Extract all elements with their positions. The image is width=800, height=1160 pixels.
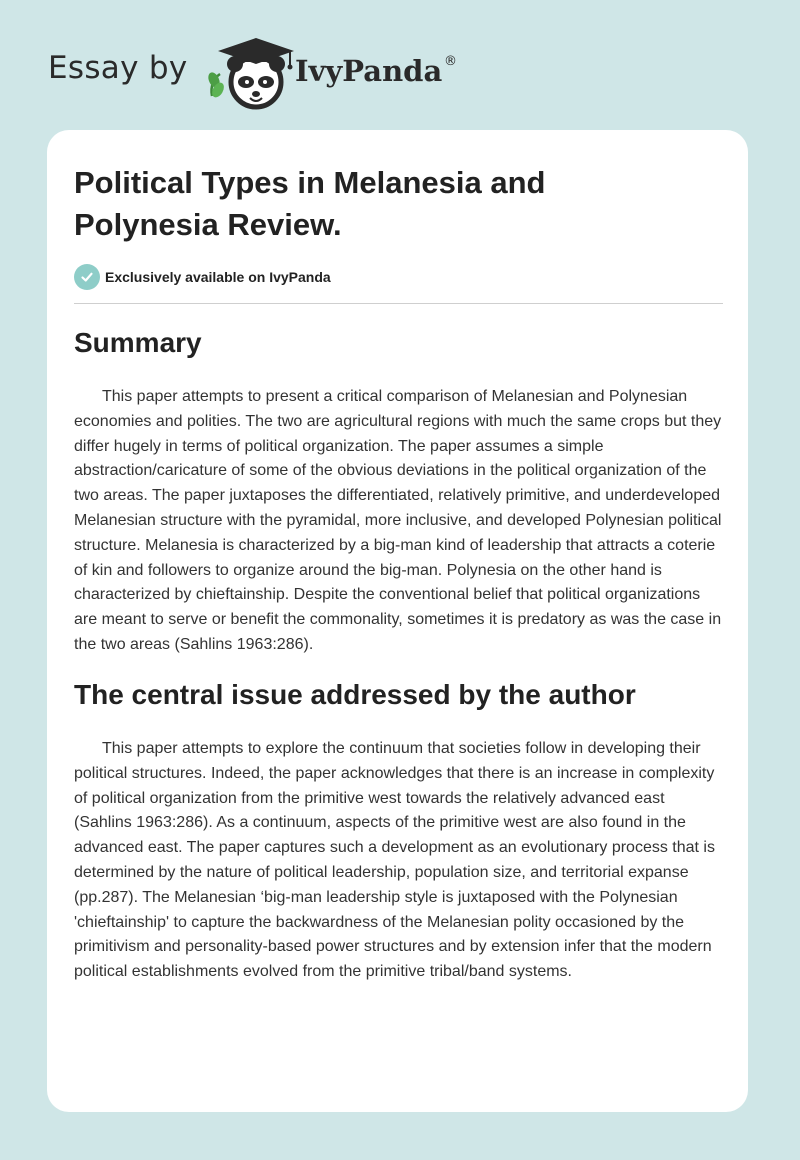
brand-prefix: Essay by (48, 50, 188, 86)
panda-logo-icon[interactable] (204, 34, 300, 112)
exclusive-badge (74, 264, 331, 290)
section-paragraph-central-issue: This paper attempts to explore the continuum that societies follow in developing their political structures. Indeed, the paper acknowledges that there is an increase in complexity of political organization from the primitive west towards the relatively advanced east (Sahlins 1963:286). As a continuum, aspects of the primitive west are also found in the advanced east. The paper captures such a development as an evolutionary process that is determined by the nature of political leadership, population size, and territorial expanse (pp.287). The Melanesian ‘big-man leadership style is juxtaposed with the Polynesian 'chieftainship' to capture the backwardness of the Melanesian polity occasioned by the primitivism and personality-based power structures and by extension infer that the modern political establishments evolved from the primitive tribal/band systems. (74, 740, 715, 981)
badge-label: Exclusively available on IvyPanda (105, 269, 331, 285)
site-header (48, 34, 508, 114)
brand-name[interactable]: IvyPanda (295, 54, 443, 88)
page-title: Political Types in Melanesia and Polynesia Review. (74, 165, 546, 242)
check-circle-icon (74, 264, 100, 290)
section-paragraph-summary: This paper attempts to present a critical comparison of Melanesian and Polynesian economies and polities. The two are agricultural regions with much the same crops but they differ hugely in terms of political organization. The paper assumes a simple abstraction/caricature of some of the obvious deviations in the political organization of the two areas. The paper juxtaposes the differentiated, relatively primitive, and underdeveloped Melanesian structure with the pyramidal, more inclusive, and developed Polynesian political structure. Melanesia is characterized by a big-man kind of leadership that attracts a coterie of kin and followers to organize around the big-man. Polynesia on the other hand is characterized by chieftainship. Despite the conventional belief that political organizations are meant to serve or benefit the commonality, sometimes it is predatory as was the case in the two areas (Sahlins 1963:286). (74, 388, 722, 653)
essay-card (47, 130, 748, 1112)
section-heading-central-issue: The central issue addressed by the author (74, 679, 636, 710)
section-heading-summary: Summary (74, 327, 202, 358)
divider (74, 303, 723, 304)
registered-mark: ® (444, 54, 457, 69)
